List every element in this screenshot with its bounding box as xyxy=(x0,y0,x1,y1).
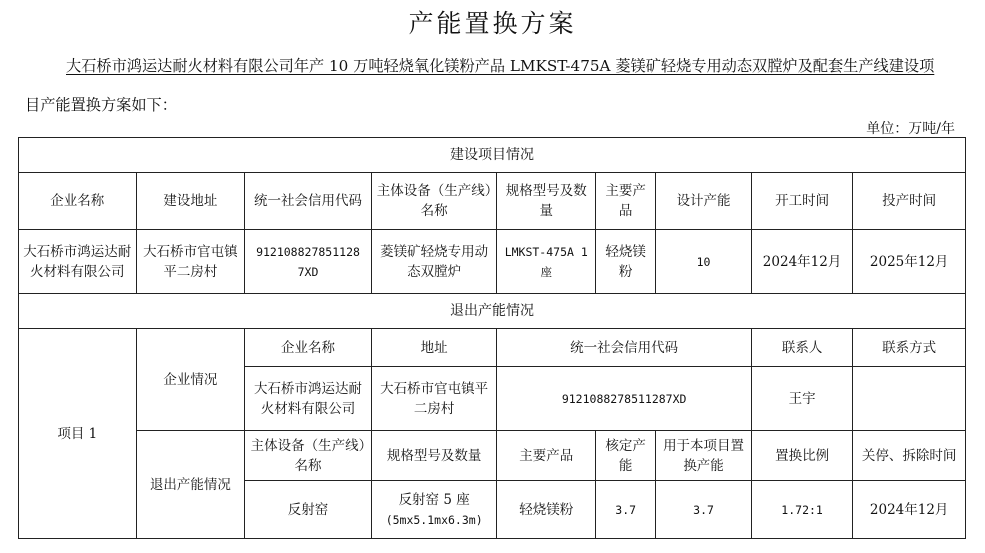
cell-product: 轻烧镁粉 xyxy=(596,230,656,294)
cap-header-product: 主要产品 xyxy=(497,431,596,481)
cap-cell-equipment: 反射窑 xyxy=(245,481,372,539)
cell-production-time: 2025年12月 xyxy=(853,230,966,294)
cap-header-shutdown: 关停、拆除时间 xyxy=(853,431,966,481)
cap-cell-shutdown: 2024年12月 xyxy=(853,481,966,539)
exit-header-contact: 联系人 xyxy=(751,329,853,367)
construction-section-title: 建设项目情况 xyxy=(19,138,966,173)
unit-label: 单位：万吨/年 xyxy=(866,121,955,137)
cap-cell-approved: 3.7 xyxy=(596,481,656,539)
header-address: 建设地址 xyxy=(136,173,245,230)
cell-capacity: 10 xyxy=(656,230,752,294)
cap-header-approved: 核定产能 xyxy=(596,431,656,481)
enterprise-label: 企业情况 xyxy=(136,329,245,431)
header-equipment: 主体设备（生产线）名称 xyxy=(371,173,497,230)
cap-cell-product: 轻烧镁粉 xyxy=(497,481,596,539)
cap-header-ratio: 置换比例 xyxy=(751,431,853,481)
cell-credit-code: 912108827851128 7XD xyxy=(245,230,372,294)
cap-cell-spec xyxy=(371,481,497,539)
project-label: 项目 1 xyxy=(19,329,137,539)
intro-line-2: 目产能置换方案如下： xyxy=(25,96,177,114)
cell-start-time: 2024年12月 xyxy=(751,230,853,294)
header-company: 企业名称 xyxy=(19,173,137,230)
exit-header-address: 地址 xyxy=(371,329,497,367)
header-production-time: 投产时间 xyxy=(853,173,966,230)
cap-header-replacement: 用于本项目置换产能 xyxy=(656,431,752,481)
cell-company: 大石桥市鸿运达耐火材料有限公司 xyxy=(19,230,137,294)
header-spec: 规格型号及数量 xyxy=(497,173,596,230)
header-product: 主要产品 xyxy=(596,173,656,230)
cap-header-equipment: 主体设备（生产线）名称 xyxy=(245,431,372,481)
exit-cell-company: 大石桥市鸿运达耐火材料有限公司 xyxy=(245,367,372,431)
document-title: 产能置换方案 xyxy=(408,9,577,38)
exit-cell-phone xyxy=(853,367,966,431)
cap-cell-replacement: 3.7 xyxy=(656,481,752,539)
cap-cell-ratio: 1.72:1 xyxy=(751,481,853,539)
header-credit-code: 统一社会信用代码 xyxy=(245,173,372,230)
cap-header-spec: 规格型号及数量 xyxy=(371,431,497,481)
exit-section-title: 退出产能情况 xyxy=(19,294,966,329)
exit-capacity-label: 退出产能情况 xyxy=(136,431,245,539)
cell-equipment: 菱镁矿轻烧专用动态双膛炉 xyxy=(371,230,497,294)
exit-cell-credit-code: 9121088278511287XD xyxy=(497,367,751,431)
exit-header-credit-code: 统一社会信用代码 xyxy=(497,329,751,367)
cap-cell-spec-dimensions: (5mx5.1mx6.3m) xyxy=(385,512,483,527)
cell-spec: LMKST-475A 1座 xyxy=(497,230,596,294)
header-capacity: 设计产能 xyxy=(656,173,752,230)
exit-header-phone: 联系方式 xyxy=(853,329,966,367)
cell-address: 大石桥市官屯镇平二房村 xyxy=(136,230,245,294)
exit-header-company: 企业名称 xyxy=(245,329,372,367)
exit-cell-address: 大石桥市官屯镇平二房村 xyxy=(371,367,497,431)
header-start-time: 开工时间 xyxy=(751,173,853,230)
intro-line-1: 大石桥市鸿运达耐火材料有限公司年产 10 万吨轻烧氧化镁粉产品 LMKST-475A 菱镁矿轻烧专用动态双膛炉及配套生产线建设项 xyxy=(66,57,935,75)
cap-cell-spec-count: 反射窑 5 座 xyxy=(398,491,470,508)
capacity-replacement-table xyxy=(18,137,966,539)
exit-cell-contact: 王宇 xyxy=(751,367,853,431)
